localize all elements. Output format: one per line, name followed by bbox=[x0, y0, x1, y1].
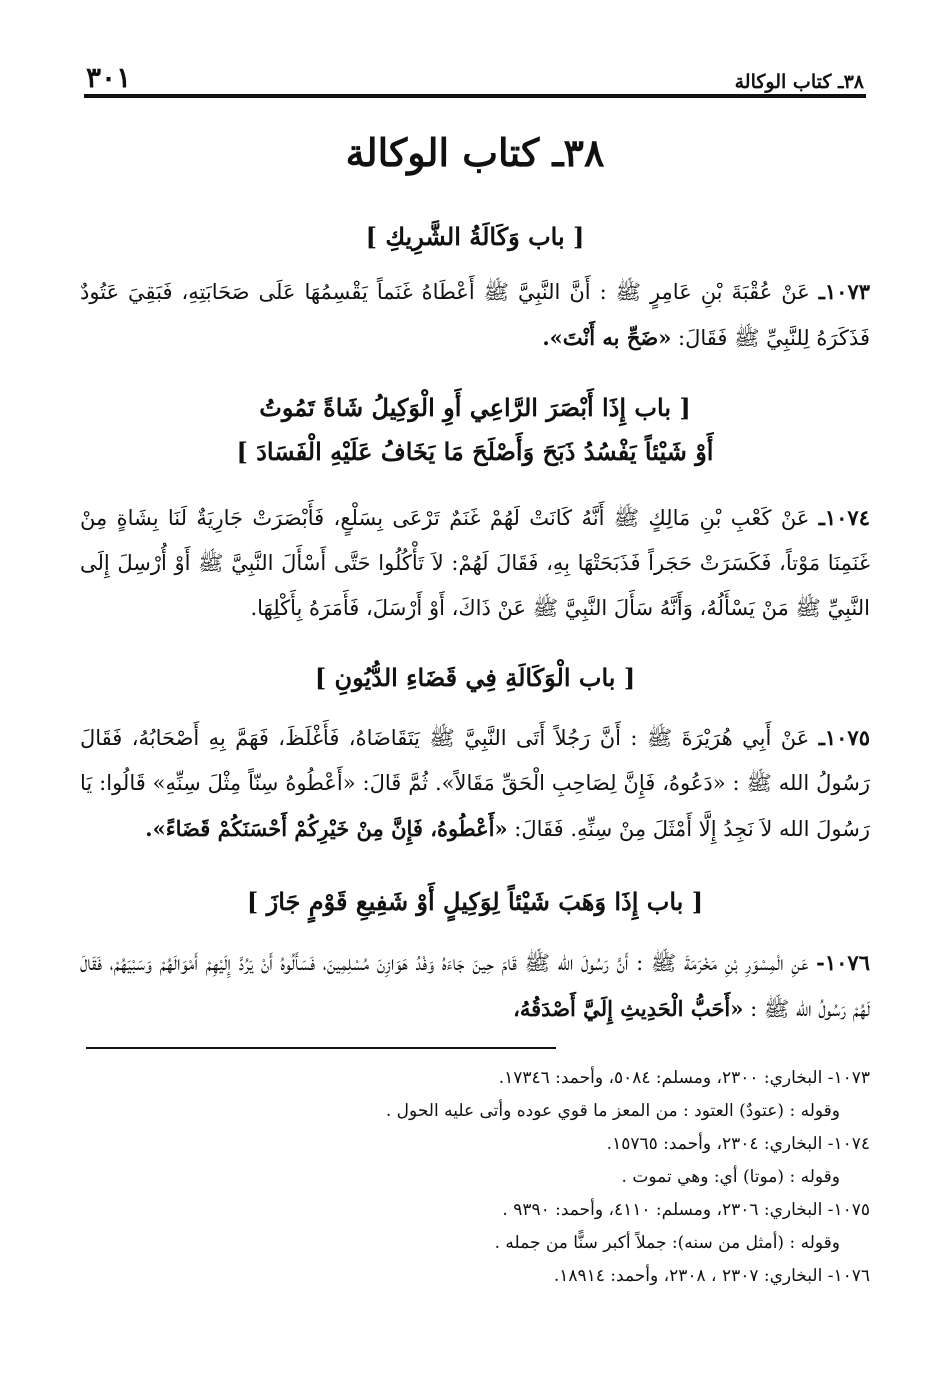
chapter-heading-line: [ باب إِذَا وَهَبَ شَيْئاً لِوَكِيلٍ أَوْ شَفِيعِ قَوْمٍ جَازَ ] bbox=[246, 887, 704, 916]
hadith-text: عَنْ أَبِي هُرَيْرَةَ ﷺ : أَنَّ رَجُلاً أَتَى النَّبِيَّ ﷺ يَتَقَاضَاهُ، فَأَغْلَظَ، فَهَمَّ بِهِ أَصْحَابُهُ، فَقَالَ رَسُولُ الله ﷺ : «دَعُوهُ، فَإِنَّ لِصَاحِبِ الْحَقِّ مَقَالاً». ثُمَّ قَالَ: «أَعْطُوهُ سِنّاً مِثْلَ سِنِّهِ» قَالُوا: يَا رَسُولَ الله لاَ نَجِدُ إِلَّا أَمْثَلَ مِنْ سِنِّهِ. فَقَالَ: bbox=[80, 726, 870, 841]
footnote-reference: ١٠٧٤- البخاري: ٢٣٠٤، وأحمد: ١٥٧٦٥. bbox=[606, 1134, 870, 1154]
hadith-1075 bbox=[80, 715, 870, 852]
footnote-reference: ١٠٧٥- البخاري: ٢٣٠٦، ومسلم: ٤١١٠، وأحمد: ٩٣٩٠ . bbox=[502, 1200, 870, 1220]
hadith-number: ١٠٧٤ـ bbox=[818, 505, 870, 530]
hadith-1073 bbox=[80, 269, 870, 361]
chapter-heading bbox=[60, 656, 890, 700]
book-title: ٣٨ـ كتاب الوكالة bbox=[345, 130, 605, 175]
hadith-number: ١٠٧٥ـ bbox=[818, 725, 870, 750]
hadith-1076 bbox=[80, 940, 870, 1032]
chapter-heading-line: [ باب إِذَا أَبْصَرَ الرَّاعِي أَوِ الْوَكِيلُ شَاةً تَمُوتُ bbox=[259, 393, 691, 422]
footnote-gloss: وقوله : (عتودٌ) العتود : من المعز ما قوي عوده وأتى عليه الحول . bbox=[385, 1101, 840, 1121]
chapter-heading-line: [ باب وَكَالَةُ الشَّرِيكِ ] bbox=[365, 222, 585, 251]
page-number: ٣٠١ bbox=[86, 61, 132, 94]
chapter-heading bbox=[60, 880, 890, 924]
hadith-text: عَنِ الْمِسْوَرِ بْنِ مَخْرَمَةَ ﷺ : أَنَّ رَسُولَ الله ﷺ قَامَ حِينَ جَاءَهُ وَفْدُ هَوَازِنَ مُسْلِمِينَ، فَسَأَلُوهُ أَنْ يَرُدَّ إِلَيْهِمْ أَمْوَالَهُمْ وَسَبْيَهُمْ، فَقَالَ لَهُمْ رَسُولُ الله ﷺ : bbox=[80, 951, 870, 1021]
footnotes bbox=[300, 1062, 870, 1293]
chapter-heading-line: [ باب الْوَكَالَةِ فِي قَضَاءِ الدُّيُونِ ] bbox=[314, 663, 636, 692]
hadith-number: ١٠٧٦- bbox=[816, 950, 870, 975]
footnote-reference: ١٠٧٦- البخاري: ٢٣٠٧ ، ٢٣٠٨، وأحمد: ١٨٩١٤. bbox=[553, 1266, 870, 1286]
chapter-heading-line: أَوْ شَيْئاً يَفْسُدُ ذَبَحَ وَأَصْلَحَ مَا يَخَافُ عَلَيْهِ الْفَسَادَ ] bbox=[236, 437, 714, 466]
chapter-heading bbox=[60, 386, 890, 474]
hadith-text: عَنْ كَعْبِ بْنِ مَالِكٍ ﷺ أَنَّهُ كَانَتْ لَهُمْ غَنَمٌ تَرْعَى بِسَلْعٍ، فَأَبْصَرَتْ جَارِيَةٌ لَنَا بِشَاةٍ مِنْ غَنَمِنَا مَوْتاً، فَكَسَرَتْ حَجَراً فَذَبَحَتْهَا بِهِ، فَقَالَ لَهُمْ: لاَ تَأْكُلُوا حَتَّى أَسْأَلَ النَّبِيَّ ﷺ أَوْ أُرْسِلَ إِلَى النَّبِيِّ ﷺ مَنْ يَسْأَلُهُ، وَأَنَّهُ سَأَلَ النَّبِيَّ ﷺ عَنْ ذَاكَ، أَوْ أَرْسَلَ، فَأَمَرَهُ بِأَكْلِهَا. bbox=[80, 506, 870, 620]
hadith-quote: «أَحَبُّ الْحَدِيثِ إِلَيَّ أَصْدَقُهُ، bbox=[513, 996, 744, 1021]
hadith-text: عَنْ عُقْبَةَ بْنِ عَامِرٍ ﷺ : أَنَّ النَّبِيَّ ﷺ أَعْطَاهُ غَنَماً يَقْسِمُهَا عَلَى صَحَابَتِهِ، فَبَقِيَ عَتُودٌ فَذَكَرَهُ لِلنَّبِيِّ ﷺ فَقَالَ: bbox=[80, 280, 870, 350]
running-header-title: ٣٨ـ كتاب الوكالة bbox=[734, 71, 864, 93]
chapter-heading bbox=[60, 215, 890, 259]
hadith-quote: «ضَحِّ به أَنْتَ». bbox=[542, 325, 672, 350]
running-header bbox=[86, 52, 864, 92]
hadith-number: ١٠٧٣ـ bbox=[818, 279, 871, 304]
footnote-reference: ١٠٧٣- البخاري: ٢٣٠٠، ومسلم: ٥٠٨٤، وأحمد: ١٧٣٤٦. bbox=[498, 1068, 870, 1088]
footnote-gloss: وقوله : (أمثل من سنه): جملاً أكبر سنًّا من جمله . bbox=[494, 1233, 840, 1253]
hadith-quote: «أَعْطُوهُ، فَإِنَّ مِنْ خَيْرِكُمْ أَحْسَنَكُمْ قَضَاءً». bbox=[145, 816, 508, 841]
footnote-gloss: وقوله : (موتا) أي: وهي تموت . bbox=[621, 1167, 840, 1187]
hadith-1074 bbox=[80, 495, 870, 631]
footnote-rule bbox=[86, 1047, 556, 1049]
header-rule bbox=[84, 94, 866, 98]
